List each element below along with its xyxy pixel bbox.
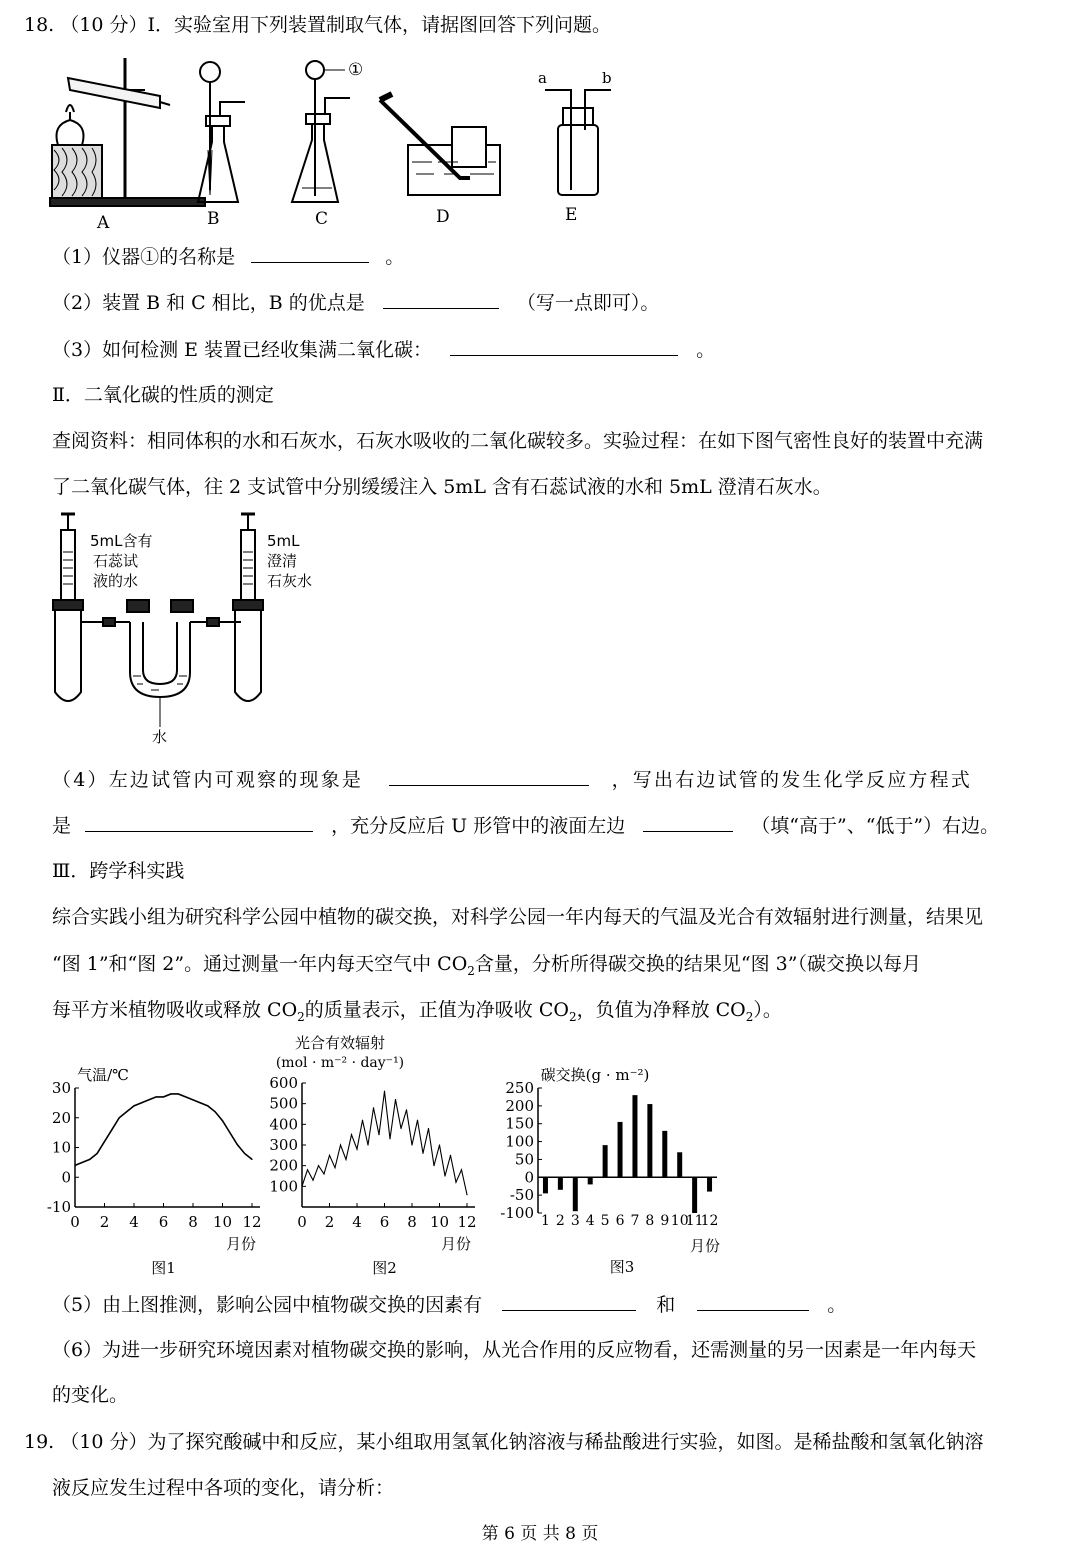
- q18-2: （2）装置 B 和 C 相比，B 的优点是 （写一点即可）。: [52, 288, 1056, 317]
- y-tick-label: 500: [269, 1094, 298, 1113]
- x-tick-label: 4: [129, 1213, 139, 1231]
- data-point: [89, 1159, 90, 1160]
- data-point: [141, 1102, 142, 1103]
- part3-title: Ⅲ．跨学科实践: [52, 860, 185, 882]
- y-tick-label: 300: [269, 1136, 298, 1154]
- y-tick-label: 0: [61, 1168, 71, 1187]
- x-tick-label: 8: [188, 1213, 198, 1231]
- data-point: [148, 1099, 149, 1100]
- data-point: [323, 1173, 324, 1174]
- x-tick-label: 8: [645, 1213, 655, 1229]
- chart-title: 碳交换(g · m⁻²): [540, 1066, 650, 1084]
- x-tick-label: 6: [158, 1213, 169, 1231]
- data-point: [170, 1093, 171, 1094]
- data-point: [178, 1093, 179, 1094]
- x-tick-label: 12: [457, 1213, 477, 1231]
- data-point: [384, 1091, 385, 1092]
- data-point: [367, 1144, 368, 1145]
- data-point: [111, 1129, 112, 1130]
- data-point: [192, 1099, 193, 1100]
- bar-month-12: [707, 1177, 712, 1191]
- chart-title: 光合有效辐射: [294, 1034, 386, 1052]
- q18-6-line2: 的变化。: [52, 1384, 129, 1406]
- data-point: [163, 1096, 164, 1097]
- data-series-line: [302, 1091, 467, 1194]
- y-tick-label: 100: [505, 1132, 534, 1151]
- data-point: [444, 1175, 445, 1176]
- x-tick-label: 11: [685, 1213, 704, 1229]
- data-point: [356, 1149, 357, 1150]
- chart-carbon-exchange: [495, 1030, 735, 1280]
- label-b: B: [207, 209, 220, 229]
- data-point: [74, 1165, 75, 1166]
- x-tick-label: 10: [212, 1213, 233, 1231]
- syringe-right-line3: 石灰水: [267, 572, 313, 590]
- label-e: E: [565, 205, 578, 225]
- part2-paragraph-line2: 了二氧化碳气体，往 2 支试管中分别缓缓注入 5mL 含有石蕊试液的水和 5mL 澄清石灰水。: [52, 476, 832, 498]
- apparatus-figure: [40, 50, 640, 235]
- answer-blank-3[interactable]: [450, 335, 678, 356]
- figure-label: 图2: [372, 1259, 397, 1277]
- answer-blank-5a[interactable]: [502, 1290, 636, 1311]
- y-tick-label: 100: [269, 1177, 298, 1196]
- part3-paragraph-line2: “图 1”和“图 2”。通过测量一年内每天空气中 $CO_2$含量，分析所得碳交换的结果见“图 3”（碳交换以每月: [52, 953, 921, 978]
- chart-temperature: [40, 1030, 270, 1280]
- x-tick-label: 6: [379, 1213, 390, 1231]
- syringe-right-line1: 5mL: [267, 532, 300, 550]
- data-point: [378, 1134, 379, 1135]
- data-point: [119, 1117, 120, 1118]
- syringe-left-line3: 液的水: [93, 572, 139, 590]
- y-tick-label: 200: [505, 1096, 534, 1115]
- answer-blank-4c[interactable]: [643, 811, 733, 832]
- q18-6-line1: （6）为进一步研究环境因素对植物碳交换的影响，从光合作用的反应物看，还需测量的另一因素是一年内每天: [52, 1339, 977, 1361]
- data-point: [373, 1107, 374, 1108]
- chart-radiation: [260, 1030, 500, 1280]
- u-tube-figure: [45, 512, 335, 747]
- label-d: D: [436, 207, 450, 227]
- bar-month-6: [618, 1122, 623, 1177]
- data-point: [334, 1167, 335, 1168]
- apparatus-d: [380, 94, 500, 195]
- bar-month-8: [647, 1104, 652, 1177]
- x-tick-label: 0: [297, 1213, 307, 1231]
- bar-month-7: [632, 1095, 637, 1177]
- data-point: [450, 1155, 451, 1156]
- data-point: [200, 1102, 201, 1103]
- y-tick-label: 200: [269, 1156, 298, 1175]
- data-point: [400, 1128, 401, 1129]
- y-tick-label: 600: [269, 1074, 298, 1092]
- x-axis-label: 月份: [689, 1237, 720, 1255]
- data-point: [428, 1128, 429, 1129]
- y-tick-label: 10: [51, 1138, 71, 1157]
- q19-line1: 19. （10 分）为了探究酸碱中和反应，某小组取用氢氧化钠溶液与稀盐酸进行实验，如图。是稀盐酸和氢氧化钠溶: [24, 1431, 984, 1453]
- x-tick-label: 2: [555, 1213, 565, 1229]
- label-a: A: [97, 213, 110, 233]
- apparatus-a: [50, 58, 205, 206]
- x-tick-label: 5: [600, 1213, 610, 1229]
- x-tick-label: 10: [670, 1213, 689, 1229]
- bar-month-3: [573, 1177, 578, 1211]
- data-point: [251, 1159, 252, 1160]
- y-tick-label: 250: [505, 1079, 534, 1097]
- data-point: [422, 1153, 423, 1154]
- bar-month-4: [588, 1177, 593, 1184]
- x-tick-label: 1: [540, 1213, 550, 1229]
- x-tick-label: 4: [585, 1213, 595, 1229]
- q18-header-text: （10 分）Ⅰ．实验室用下列装置制取气体，请据图回答下列问题。: [60, 14, 611, 36]
- part2-paragraph-line1: 查阅资料：相同体积的水和石灰水，石灰水吸收的二氧化碳较多。实验过程：在如下图气密性良好的装置中充满: [52, 430, 984, 452]
- label-c: C: [315, 209, 329, 229]
- data-point: [340, 1144, 341, 1145]
- data-point: [222, 1120, 223, 1121]
- y-tick-label: 30: [51, 1079, 71, 1097]
- answer-blank-4b[interactable]: [85, 811, 313, 832]
- answer-blank-1[interactable]: [251, 242, 369, 263]
- y-tick-label: -100: [500, 1204, 534, 1222]
- x-tick-label: 2: [324, 1213, 335, 1231]
- chart-subtitle: (mol · m⁻² · day⁻¹): [275, 1055, 405, 1071]
- answer-blank-5b[interactable]: [697, 1290, 809, 1311]
- answer-blank-4a[interactable]: [389, 765, 589, 786]
- data-point: [406, 1109, 407, 1110]
- y-tick-label: 50: [514, 1150, 534, 1169]
- data-point: [433, 1165, 434, 1166]
- data-point: [351, 1134, 352, 1135]
- data-point: [133, 1105, 134, 1106]
- data-point: [215, 1111, 216, 1112]
- x-tick-label: 9: [660, 1213, 670, 1229]
- data-point: [455, 1182, 456, 1183]
- figure-label: 图1: [151, 1259, 176, 1277]
- q19-number: 19.: [24, 1431, 55, 1453]
- x-axis-label: 月份: [225, 1235, 256, 1253]
- q18-4-line1: （4）左边试管内可观察的现象是 ，写出右边试管的发生化学反应方程式: [52, 765, 1056, 794]
- data-point: [229, 1132, 230, 1133]
- q18-number: 18.: [24, 14, 55, 36]
- x-tick-label: 6: [615, 1213, 625, 1229]
- port-b-label: b: [602, 69, 612, 87]
- y-tick-label: 150: [505, 1114, 534, 1133]
- figure-label: 图3: [609, 1258, 635, 1276]
- y-tick-label: 400: [269, 1115, 298, 1134]
- q19-line2: 液反应发生过程中各项的变化，请分析：: [52, 1477, 395, 1499]
- data-point: [389, 1138, 390, 1139]
- bar-month-1: [543, 1177, 548, 1193]
- circle-one-label: ①: [348, 60, 364, 80]
- x-tick-label: 4: [352, 1213, 362, 1231]
- apparatus-e: [545, 90, 611, 195]
- part3-paragraph-line3: 每平方米植物吸收或释放 $CO_2$的质量表示，正值为净吸收 $CO_2$，负值为净释放 $CO_2$）。: [52, 999, 782, 1024]
- data-point: [82, 1162, 83, 1163]
- q18-4-line2: 是 ，充分反应后 U 形管中的液面左边 （填“高于”、“低于”）右边。: [52, 811, 1056, 840]
- x-tick-label: 2: [99, 1213, 110, 1231]
- data-point: [156, 1096, 157, 1097]
- bar-month-11: [692, 1177, 697, 1213]
- chart-title: 气温/℃: [77, 1066, 129, 1084]
- data-point: [97, 1153, 98, 1154]
- data-point: [395, 1099, 396, 1100]
- data-point: [244, 1153, 245, 1154]
- data-point: [345, 1159, 346, 1160]
- syringe-right-line2: 澄清: [267, 552, 298, 570]
- x-tick-label: 12: [700, 1213, 719, 1229]
- data-point: [237, 1144, 238, 1145]
- part3-paragraph-line1: 综合实践小组为研究科学公园中植物的碳交换，对科学公园一年内每天的气温及光合有效辐射进行测量，结果见: [52, 906, 984, 928]
- data-point: [411, 1144, 412, 1145]
- syringe-left-line1: 5mL含有: [90, 532, 153, 550]
- data-point: [104, 1141, 105, 1142]
- y-tick-label: -50: [509, 1186, 534, 1205]
- bar-month-5: [603, 1145, 608, 1177]
- bar-month-2: [558, 1177, 563, 1190]
- x-tick-label: 8: [407, 1213, 417, 1231]
- apparatus-c: [292, 61, 350, 202]
- x-tick-label: 12: [242, 1213, 262, 1231]
- x-tick-label: 7: [630, 1213, 640, 1229]
- data-series-line: [75, 1094, 252, 1165]
- page-footer: 第 6 页 共 8 页: [481, 1524, 599, 1544]
- data-point: [301, 1186, 302, 1187]
- data-point: [329, 1155, 330, 1156]
- data-point: [417, 1120, 418, 1121]
- bar-month-9: [662, 1131, 667, 1177]
- data-point: [461, 1169, 462, 1170]
- q18-3: （3）如何检测 E 装置已经收集满二氧化碳： 。: [52, 335, 1056, 364]
- apparatus-b: [198, 62, 245, 202]
- data-point: [466, 1194, 467, 1195]
- data-point: [207, 1105, 208, 1106]
- x-tick-label: 0: [70, 1213, 80, 1231]
- x-tick-label: 10: [429, 1213, 450, 1231]
- syringe-left-line2: 石蕊试: [93, 552, 139, 570]
- q18-header: [24, 11, 1056, 39]
- y-tick-label: -10: [46, 1198, 71, 1216]
- water-label: 水: [152, 728, 168, 746]
- q18-1: （1）仪器①的名称是 。: [52, 242, 1056, 271]
- data-point: [126, 1111, 127, 1112]
- q18-5: （5）由上图推测，影响公园中植物碳交换的因素有 和 。: [52, 1290, 1056, 1319]
- answer-blank-2[interactable]: [383, 288, 499, 309]
- x-tick-label: 3: [570, 1213, 580, 1229]
- port-a-label: a: [538, 69, 547, 87]
- part2-title: Ⅱ．二氧化碳的性质的测定: [52, 384, 274, 406]
- data-point: [307, 1169, 308, 1170]
- data-point: [318, 1165, 319, 1166]
- y-tick-label: 0: [524, 1168, 534, 1187]
- data-point: [312, 1180, 313, 1181]
- data-point: [185, 1096, 186, 1097]
- data-point: [439, 1144, 440, 1145]
- bar-month-10: [677, 1152, 682, 1177]
- y-tick-label: 20: [51, 1108, 71, 1127]
- data-point: [362, 1120, 363, 1121]
- x-axis-label: 月份: [440, 1235, 471, 1253]
